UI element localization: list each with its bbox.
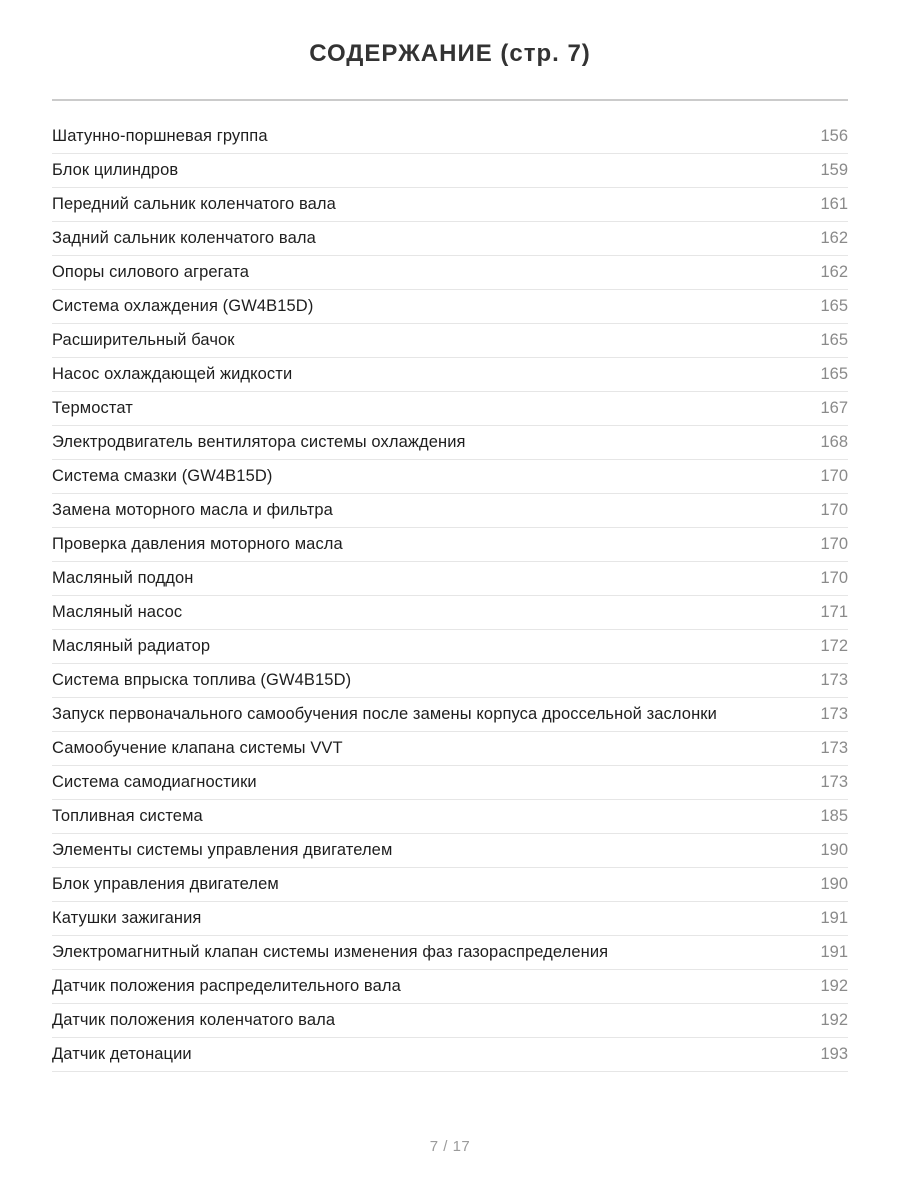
title-divider (52, 99, 848, 101)
page-counter: 7 / 17 (429, 1138, 471, 1155)
toc-entry-page: 162 (820, 229, 848, 247)
toc-entry-title: Топливная система (52, 807, 203, 825)
toc-entry[interactable] (52, 868, 848, 902)
toc-entry[interactable] (52, 256, 848, 290)
toc-entry-title: Замена моторного масла и фильтра (52, 501, 333, 519)
toc-entry-title: Блок цилиндров (52, 161, 179, 179)
toc-entry[interactable] (52, 324, 848, 358)
toc-entry-title: Самообучение клапана системы VVT (52, 739, 343, 757)
toc-entry-title: Проверка давления моторного масла (52, 535, 343, 553)
toc-entry-page: 192 (820, 1011, 848, 1029)
toc-entry-page: 190 (820, 875, 848, 893)
toc-entry-title: Электродвигатель вентилятора системы охлаждения (52, 433, 466, 451)
toc-entry[interactable] (52, 392, 848, 426)
toc-entry[interactable] (52, 800, 848, 834)
toc-entry[interactable] (52, 936, 848, 970)
toc-entry[interactable] (52, 358, 848, 392)
toc-entry-title: Датчик положения распределительного вала (52, 977, 401, 995)
toc-entry-page: 192 (820, 977, 848, 995)
toc-entry-page: 193 (820, 1045, 848, 1063)
toc-entry-title: Блок управления двигателем (52, 875, 279, 893)
toc-entry-title: Термостат (52, 399, 133, 417)
toc-entry-title: Катушки зажигания (52, 909, 202, 927)
toc-entry[interactable] (52, 222, 848, 256)
toc-entry-title: Масляный поддон (52, 569, 194, 587)
toc-entry[interactable] (52, 120, 848, 154)
toc-entry-page: 173 (820, 671, 848, 689)
toc-entry[interactable] (52, 834, 848, 868)
toc-entry-page: 173 (820, 705, 848, 723)
toc-entry[interactable] (52, 562, 848, 596)
toc-entry-page: 165 (820, 365, 848, 383)
toc-entry-page: 167 (820, 399, 848, 417)
toc-entry[interactable] (52, 460, 848, 494)
toc-entry[interactable] (52, 1004, 848, 1038)
toc-entry[interactable] (52, 1038, 848, 1072)
toc-entry[interactable] (52, 970, 848, 1004)
toc-list (52, 120, 848, 1072)
toc-entry-title: Элементы системы управления двигателем (52, 841, 393, 859)
toc-entry-title: Масляный насос (52, 603, 183, 621)
toc-entry-page: 191 (820, 943, 848, 961)
toc-entry[interactable] (52, 698, 848, 732)
toc-entry-title: Запуск первоначального самообучения после замены корпуса дроссельной заслонки (52, 705, 717, 723)
toc-entry-page: 159 (820, 161, 848, 179)
toc-entry-page: 172 (820, 637, 848, 655)
toc-entry[interactable] (52, 188, 848, 222)
toc-entry-page: 161 (820, 195, 848, 213)
toc-entry-page: 168 (820, 433, 848, 451)
toc-entry[interactable] (52, 630, 848, 664)
toc-entry-title: Шатунно-поршневая группа (52, 127, 268, 145)
toc-entry[interactable] (52, 528, 848, 562)
toc-entry-page: 170 (820, 569, 848, 587)
toc-entry[interactable] (52, 426, 848, 460)
toc-entry-page: 165 (820, 331, 848, 349)
toc-entry-title: Опоры силового агрегата (52, 263, 250, 281)
toc-entry-page: 173 (820, 739, 848, 757)
toc-entry-title: Система самодиагностики (52, 773, 257, 791)
toc-entry-title: Датчик положения коленчатого вала (52, 1011, 336, 1029)
toc-entry[interactable] (52, 732, 848, 766)
toc-entry-page: 165 (820, 297, 848, 315)
toc-entry-title: Система смазки (GW4B15D) (52, 467, 273, 485)
page-title: СОДЕРЖАНИЕ (стр. 7) (309, 40, 591, 67)
toc-entry[interactable] (52, 766, 848, 800)
toc-entry-page: 156 (820, 127, 848, 145)
toc-entry-page: 170 (820, 467, 848, 485)
toc-entry-title: Задний сальник коленчатого вала (52, 229, 316, 247)
toc-entry[interactable] (52, 154, 848, 188)
toc-entry-title: Насос охлаждающей жидкости (52, 365, 293, 383)
toc-entry[interactable] (52, 596, 848, 630)
toc-entry[interactable] (52, 902, 848, 936)
toc-entry-page: 170 (820, 535, 848, 553)
toc-entry-title: Датчик детонации (52, 1045, 192, 1063)
toc-entry-title: Электромагнитный клапан системы изменения фаз газораспределения (52, 943, 609, 961)
toc-entry-title: Система охлаждения (GW4B15D) (52, 297, 314, 315)
toc-entry-page: 191 (820, 909, 848, 927)
toc-entry-page: 170 (820, 501, 848, 519)
toc-entry-page: 171 (820, 603, 848, 621)
toc-entry[interactable] (52, 290, 848, 324)
toc-entry-title: Расширительный бачок (52, 331, 235, 349)
toc-entry-page: 173 (820, 773, 848, 791)
toc-entry-page: 162 (820, 263, 848, 281)
toc-entry-title: Передний сальник коленчатого вала (52, 195, 336, 213)
toc-entry-page: 190 (820, 841, 848, 859)
toc-entry[interactable] (52, 664, 848, 698)
toc-entry-page: 185 (820, 807, 848, 825)
toc-entry[interactable] (52, 494, 848, 528)
toc-entry-title: Масляный радиатор (52, 637, 211, 655)
toc-entry-title: Система впрыска топлива (GW4B15D) (52, 671, 352, 689)
